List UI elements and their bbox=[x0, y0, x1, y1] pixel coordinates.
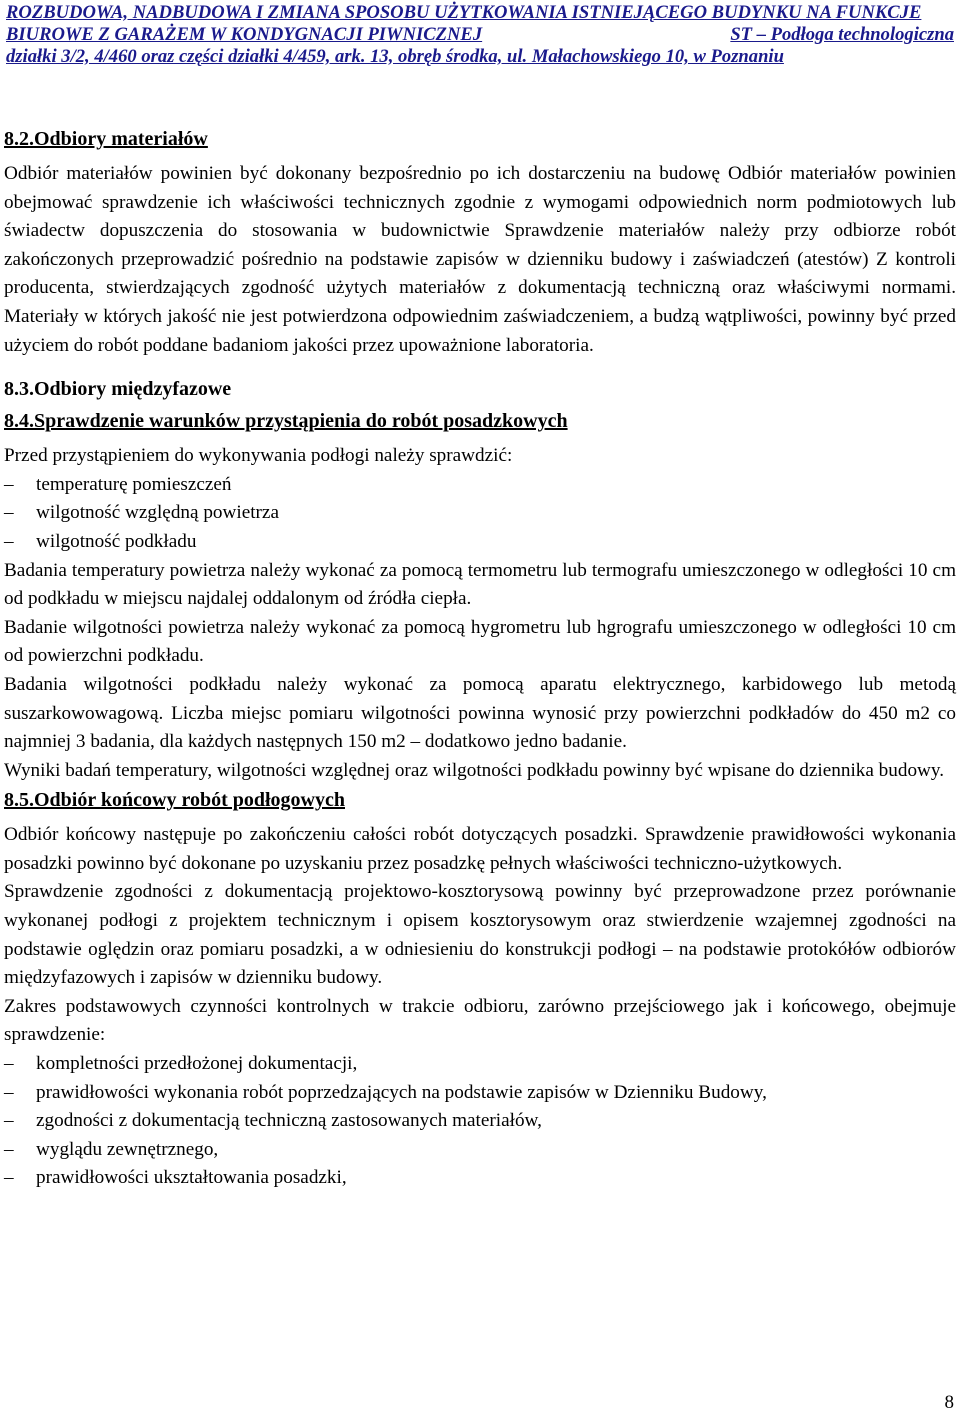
dash-marker: – bbox=[4, 1167, 14, 1189]
dash-marker: – bbox=[4, 530, 14, 552]
document-header bbox=[6, 2, 954, 68]
checklist-control-scope bbox=[4, 1050, 956, 1193]
paragraph-material-acceptance: Odbiór materiałów powinien być dokonany bezpośrednio po ich dostarczeniu na budowę Odbiór materiałów powinien obejmować sprawdzenie ich właściwości technicznych zgodnie z wymogami odpowiednich norm podmiotowych lub świadectw dopuszczenia do stosowania w budownictwie Sprawdzenie materiałów należy przy odbiorze robót zakończonych przeprowadzić pośrednio na podstawie zapisów w dzienniku budowy i zaświadczeń (atestów) Z kontroli producenta, stwierdzających zgodność użytych materiałów z dokumentacją techniczną oraz właściwymi normami. Materiały w których jakość nie jest potwierdzona odpowiednim zaświadczeniem, a budzą wątpliwości, powinny być przed użyciem do robót poddane badaniom jakości przez upoważnione laboratoria. bbox=[4, 163, 956, 356]
section-heading-8-4: 8.4.Sprawdzenie warunków przystąpienia do robót posadzkowych bbox=[4, 410, 568, 433]
dash-marker: – bbox=[4, 1110, 14, 1132]
header-spec-section: ST – Podłoga technologiczna bbox=[730, 24, 954, 45]
paragraph-documentation-compliance: Sprawdzenie zgodności z dokumentacją projektowo-kosztorysową powinny być przeprowadzone przez porównanie wykonanej podłogi z projektem technicznym i opisem kosztorysowym oraz stwierdzenie wzajemnej zgodności na podstawie oględzin oraz pomiaru posadzki, a w odniesieniu do konstrukcji podłogi – na podstawie protokółów odbiorów międzyfazowych i zapisów w dzienniku budowy. bbox=[4, 881, 956, 989]
paragraph-final-acceptance: Odbiór końcowy następuje po zakończeniu całości robót dotyczących posadzki. Sprawdzenie prawidłowości wykonania posadzki powinno być dokonane po uzyskaniu przez posadzkę pełnych właściwości techniczno-użytkowych. bbox=[4, 824, 956, 874]
list-item: – prawidłowości wykonania robót poprzedzających na podstawie zapisów w Dzienniku Budowy, bbox=[4, 1079, 956, 1108]
paragraph-control-scope: Zakres podstawowych czynności kontrolnych w trakcie odbioru, zarówno przejściowego jak i końcowego, obejmuje sprawdzenie: bbox=[4, 995, 956, 1046]
header-project-subtitle bbox=[6, 24, 954, 46]
list-item: – prawidłowości ukształtowania posadzki, bbox=[4, 1164, 956, 1193]
list-item: – wyglądu zewnętrznego, bbox=[4, 1136, 956, 1165]
document-body bbox=[4, 124, 956, 1193]
header-project-title: ROZBUDOWA, NADBUDOWA I ZMIANA SPOSOBU UŻYTKOWANIA ISTNIEJĄCEGO BUDYNKU NA FUNKCJE bbox=[6, 2, 922, 23]
paragraph-test-results: Wyniki badań temperatury, wilgotności względnej oraz wilgotności podkładu powinny być wpisane do dziennika budowy. bbox=[4, 759, 945, 781]
dash-marker: – bbox=[4, 1081, 14, 1103]
list-item: – temperaturę pomieszczeń bbox=[4, 471, 956, 500]
paragraph-pre-check-intro: Przed przystąpieniem do wykonywania podłogi należy sprawdzić: bbox=[4, 445, 513, 467]
page-number: 8 bbox=[944, 1392, 954, 1413]
list-item: – kompletności przedłożonej dokumentacji, bbox=[4, 1050, 956, 1079]
dash-marker: – bbox=[4, 473, 14, 495]
section-heading-8-2: 8.2.Odbiory materiałów bbox=[4, 128, 208, 150]
list-item: – wilgotność podkładu bbox=[4, 528, 956, 557]
header-project-function: BIUROWE Z GARAŻEM W KONDYGNACJI PIWNICZNEJ bbox=[6, 24, 483, 45]
paragraph-substrate-humidity-test: Badania wilgotności podkładu należy wykonać za pomocą aparatu elektrycznego, karbidowego lub metodą suszarkowowagową. Liczba miejsc pomiaru wilgotności powinna wynosić przy powierzchni podkładów do 450 m2 co najmniej 3 badania, dla każdych następnych 150 m2 – dodatkowo jedno badanie. bbox=[4, 673, 956, 753]
dash-marker: – bbox=[4, 1053, 14, 1075]
paragraph-temperature-test: Badania temperatury powietrza należy wykonać za pomocą termometru lub termografu umieszczonego w odległości 10 cm od podkładu w miejscu najdalej oddalonym od źródła ciepła. bbox=[4, 559, 956, 610]
list-item: – zgodności z dokumentacją techniczną zastosowanych materiałów, bbox=[4, 1107, 956, 1136]
section-heading-8-5: 8.5.Odbiór końcowy robót podłogowych bbox=[4, 789, 345, 812]
checklist-pre-conditions bbox=[4, 471, 956, 557]
dash-marker: – bbox=[4, 502, 14, 524]
list-item: – wilgotność względną powietrza bbox=[4, 499, 956, 528]
section-heading-8-3: 8.3.Odbiory międzyfazowe bbox=[4, 378, 232, 401]
dash-marker: – bbox=[4, 1138, 14, 1160]
header-location: działki 3/2, 4/460 oraz części działki 4/459, ark. 13, obręb środka, ul. Małachowskiego 10, w Poznaniu bbox=[6, 46, 784, 67]
paragraph-air-humidity-test: Badanie wilgotności powietrza należy wykonać za pomocą hygrometru lub hgrografu umieszczonego w odległości 10 cm od powierzchni podkładu. bbox=[4, 616, 956, 667]
